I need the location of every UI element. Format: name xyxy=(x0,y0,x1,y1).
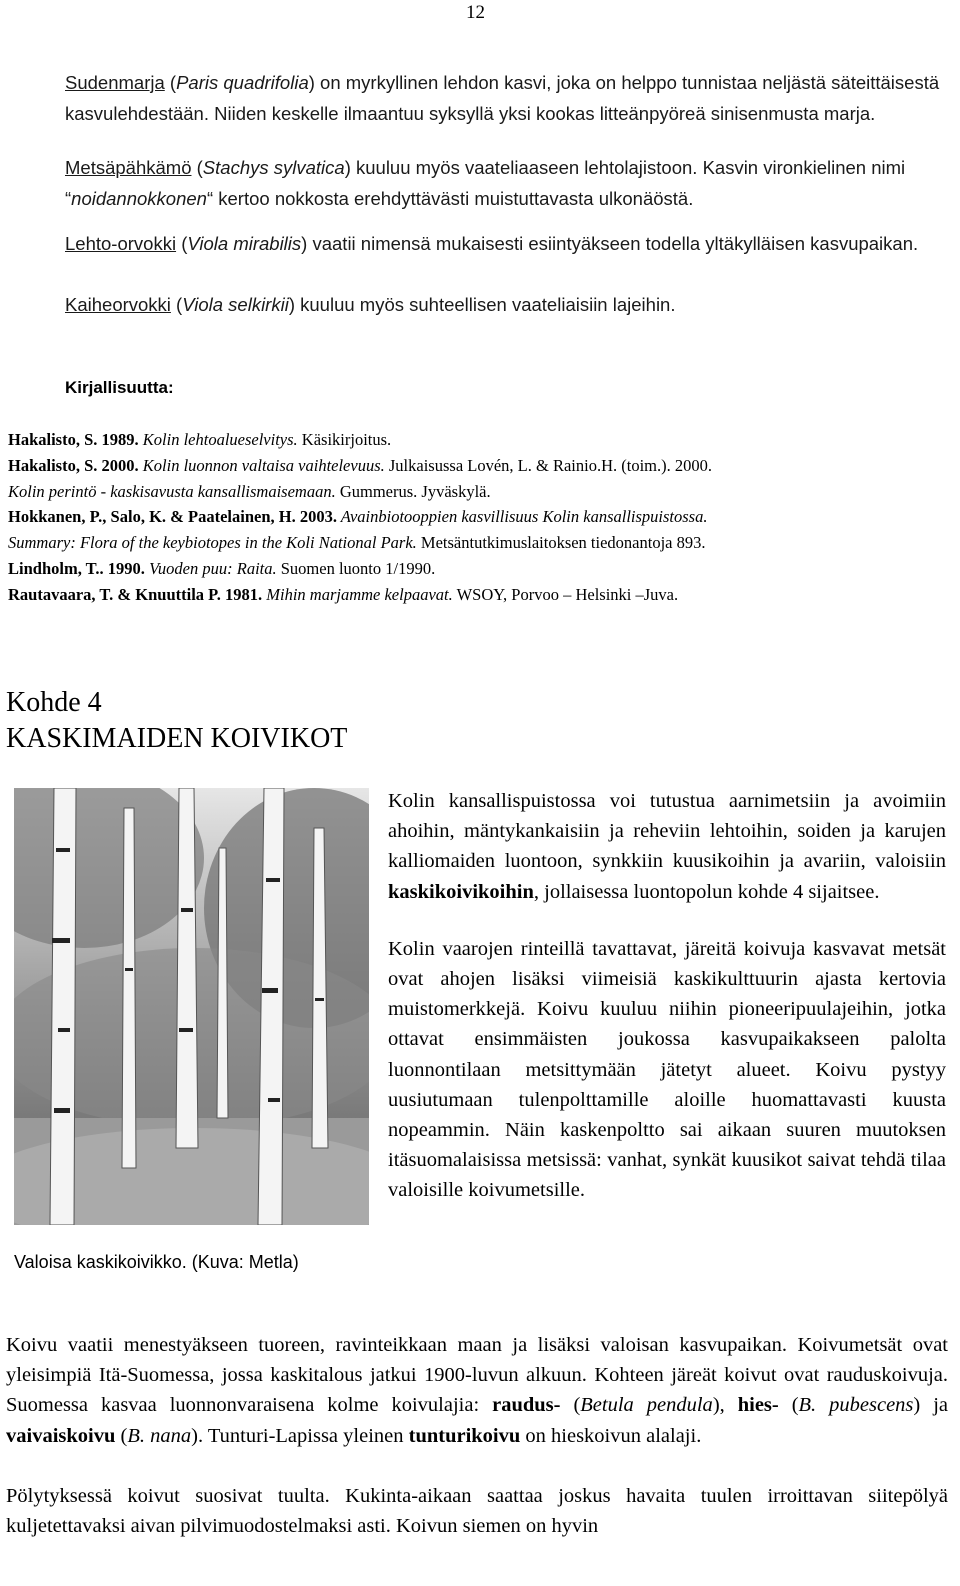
latin-name: B. pubescens xyxy=(798,1394,914,1417)
paragraph-koivulajit: Koivu vaatii menestyäkseen tuoreen, ravinteikkaan maan ja lisäksi valoisan kasvupaikan. Koivumetsät ovat yleisimpiä Itä-Suomessa, jossa kaskitalous jatkui 1900-luvun alkuun. Kohteen järeät koivut ovat rauduskoivuja. Suomessa kasvaa luonnonvaraisena kolme koivulajia: raudus- (Betula pendula), hies- (B. pubescens) ja vaivaiskoivu (B. nana). Tunturi-Lapissa yleinen tunturikoivu on hieskoivun alalaji. xyxy=(6,1334,948,1447)
photo-caption: Valoisa kaskikoivikko. (Kuva: Metla) xyxy=(14,1252,299,1272)
literature-reference xyxy=(8,453,948,479)
intro-paragraph-kaiheorvokki xyxy=(65,290,949,321)
main-text-column xyxy=(388,786,946,1233)
literature-reference xyxy=(8,530,948,556)
text-fragment: Kolin kansallispuistossa voi tutustua aarnimetsiin ja avoimiin ahoihin, mäntykankaisiin ja reheviin lehtoihin, soiden ja karujen kalliomaiden luontoon, synkkiin kuusikoihin ja avariin, valoisiin xyxy=(388,790,946,873)
latin-name: Paris quadrifolia xyxy=(176,72,309,93)
reference-authors: Rautavaara, T. & Knuuttila P. 1981. xyxy=(8,584,263,604)
literature-reference xyxy=(8,582,948,608)
reference-title: Kolin perintö - kaskisavusta kansallismaisemaan. xyxy=(8,481,336,501)
intro-paragraph-lehto-orvokki xyxy=(65,229,949,260)
reference-authors: Hakalisto, S. 1989. xyxy=(8,430,139,449)
estonian-name: noidannokkonen xyxy=(71,187,207,209)
literature-reference xyxy=(8,479,948,505)
latin-name: B. nana xyxy=(127,1424,192,1447)
text-fragment: ( xyxy=(164,72,177,93)
text-fragment: , jollaisessa luontopolun kohde 4 sijaitsee. xyxy=(533,880,880,903)
intro-paragraph-sudenmarja xyxy=(65,68,949,129)
birch-forest-photo xyxy=(14,788,369,1225)
text-fragment: Koivu vaatii menestyäkseen tuoreen, ravinteikkaan maan ja lisäksi valoisan kasvupaikan. Koivumetsät ovat yleisimpiä Itä-Suomessa, jossa kaskitalous jatkui 1900-luvun alkuun. Kohteen järeät koivut ovat rauduskoivuja. Suomessa kasvaa luonnonvaraisena kolme koivulajia: xyxy=(6,1334,948,1417)
literature-reference xyxy=(8,504,948,530)
reference-publisher: Julkaisussa Lovén, L. & Rainio.H. (toim.). 2000. xyxy=(384,455,712,475)
text-fragment: . Tunturi-Lapissa yleinen xyxy=(197,1424,409,1447)
text-fragment: ( xyxy=(176,233,188,254)
reference-authors: Hakalisto, S. 2000. xyxy=(8,455,139,475)
bottom-text xyxy=(6,1330,948,1571)
species-description: ) on myrkyllinen lehdon kasvi, joka on helppo tunnistaa neljästä säteittäisestä kasvulehdestään. Niiden keskelle ilmaantuu syksyllä yksi kookas litteänpyöreä sinisenmusta marja. xyxy=(65,72,940,124)
text-fragment: ( xyxy=(191,157,203,178)
species-description: ) kuuluu myös suhteellisen vaateliaisiin lajeihin. xyxy=(288,294,676,315)
reference-title: Vuoden puu: Raita. xyxy=(144,558,277,578)
species-name-sudenmarja: Sudenmarja xyxy=(65,72,165,93)
section-number: Kohde 4 xyxy=(6,687,102,718)
latin-name: Viola mirabilis xyxy=(187,233,302,254)
latin-name: Betula pendula xyxy=(580,1394,713,1417)
reference-title: Kolin lehtoalueselvitys. xyxy=(138,430,298,449)
reference-title: Avainbiotooppien kasvillisuus Kolin kansallispuistossa. xyxy=(336,507,708,527)
bold-term: raudus- xyxy=(492,1394,561,1417)
reference-publisher: Käsikirjoitus. xyxy=(297,430,392,449)
reference-authors: Hokkanen, P., Salo, K. & Paatelainen, H. 2003. xyxy=(8,507,337,527)
text-fragment: on hieskoivun alalaji. xyxy=(520,1424,702,1447)
literature-reference xyxy=(8,556,948,582)
reference-authors: Lindholm, T.. 1990. xyxy=(8,558,145,578)
bold-term: tunturikoivu xyxy=(408,1424,521,1447)
birch-forest-photo-icon xyxy=(14,788,369,1225)
latin-name: Viola selkirkii xyxy=(182,294,289,315)
text-fragment: ( xyxy=(170,294,183,315)
paragraph-intro xyxy=(388,786,946,907)
paragraph-kaskikulttuuri: Kolin vaarojen rinteillä tavattavat, järeitä koivuja kasvavat metsät ovat ahojen lisäksi viimeisiä kaskikulttuurin ajasta kertovia muistomerkkejä. Koivu kuuluu niihin pioneeripuulajeihin, jotka ottavat ensimmäisten joukossa kasvupaikakseen palolta luonnontilaan metsittymään jätetyt alueet. Koivu pystyy uusiutumaan tulenpolttamille aloille huomattavasti kuusta nopeammin. Näin kaskenpoltto sai aikaan suuren muutoksen itäsuomalaisissa metsissä: vanhat, synkät kuusikot saivat tehdä tilaa valoisille koivumetsille. xyxy=(388,937,946,1202)
latin-name: Stachys sylvatica xyxy=(202,157,345,178)
reference-publisher: WSOY, Porvoo – Helsinki –Juva. xyxy=(452,584,679,604)
reference-publisher: Metsäntutkimuslaitoksen tiedonantoja 893. xyxy=(416,533,706,553)
reference-title: Summary: Flora of the keybiotopes in the Koli National Park. xyxy=(8,533,417,553)
literature-heading: Kirjallisuutta: xyxy=(65,378,174,397)
species-name-lehto-orvokki: Lehto-orvokki xyxy=(65,233,177,254)
reference-title: Kolin luonnon valtaisa vaihtelevuus. xyxy=(138,455,385,475)
paragraph-polytys: Pölytyksessä koivut suosivat tuulta. Kukinta-aikaan saattaa joskus havaita tuulen irroittavan siitepölyä kuljetettavaksi aivan pilvimuodostelmaksi asti. Koivun siemen on hyvin xyxy=(6,1484,948,1538)
literature-reference xyxy=(8,427,948,453)
bold-term: vaivaiskoivu xyxy=(6,1424,116,1447)
bold-term: kaskikoivikoihin xyxy=(388,880,534,903)
text-fragment: ) kuuluu myös vaateliaaseen lehtolajistoon. Kasvin vironkielinen nimi “ xyxy=(65,157,906,209)
intro-paragraph-metsapahkamo xyxy=(65,153,949,214)
reference-publisher: Suomen luonto 1/1990. xyxy=(276,558,436,578)
literature-list xyxy=(8,427,948,608)
species-description: ) vaatii nimensä mukaisesti esiintyäkseen todella yltäkylläisen kasvupaikan. xyxy=(301,233,919,254)
section-heading xyxy=(6,685,347,757)
species-name-kaiheorvokki: Kaiheorvokki xyxy=(65,294,171,315)
species-description: “ kertoo nokkosta erehdyttävästi muistuttavasta ulkonäöstä. xyxy=(206,187,694,209)
page-number: 12 xyxy=(466,2,485,23)
reference-publisher: Gummerus. Jyväskylä. xyxy=(335,481,491,501)
bold-term: hies- xyxy=(737,1394,779,1417)
species-name-metsapahkamo: Metsäpähkämö xyxy=(65,157,192,178)
reference-title: Mihin marjamme kelpaavat. xyxy=(262,584,453,604)
section-title: KASKIMAIDEN KOIVIKOT xyxy=(6,723,348,754)
